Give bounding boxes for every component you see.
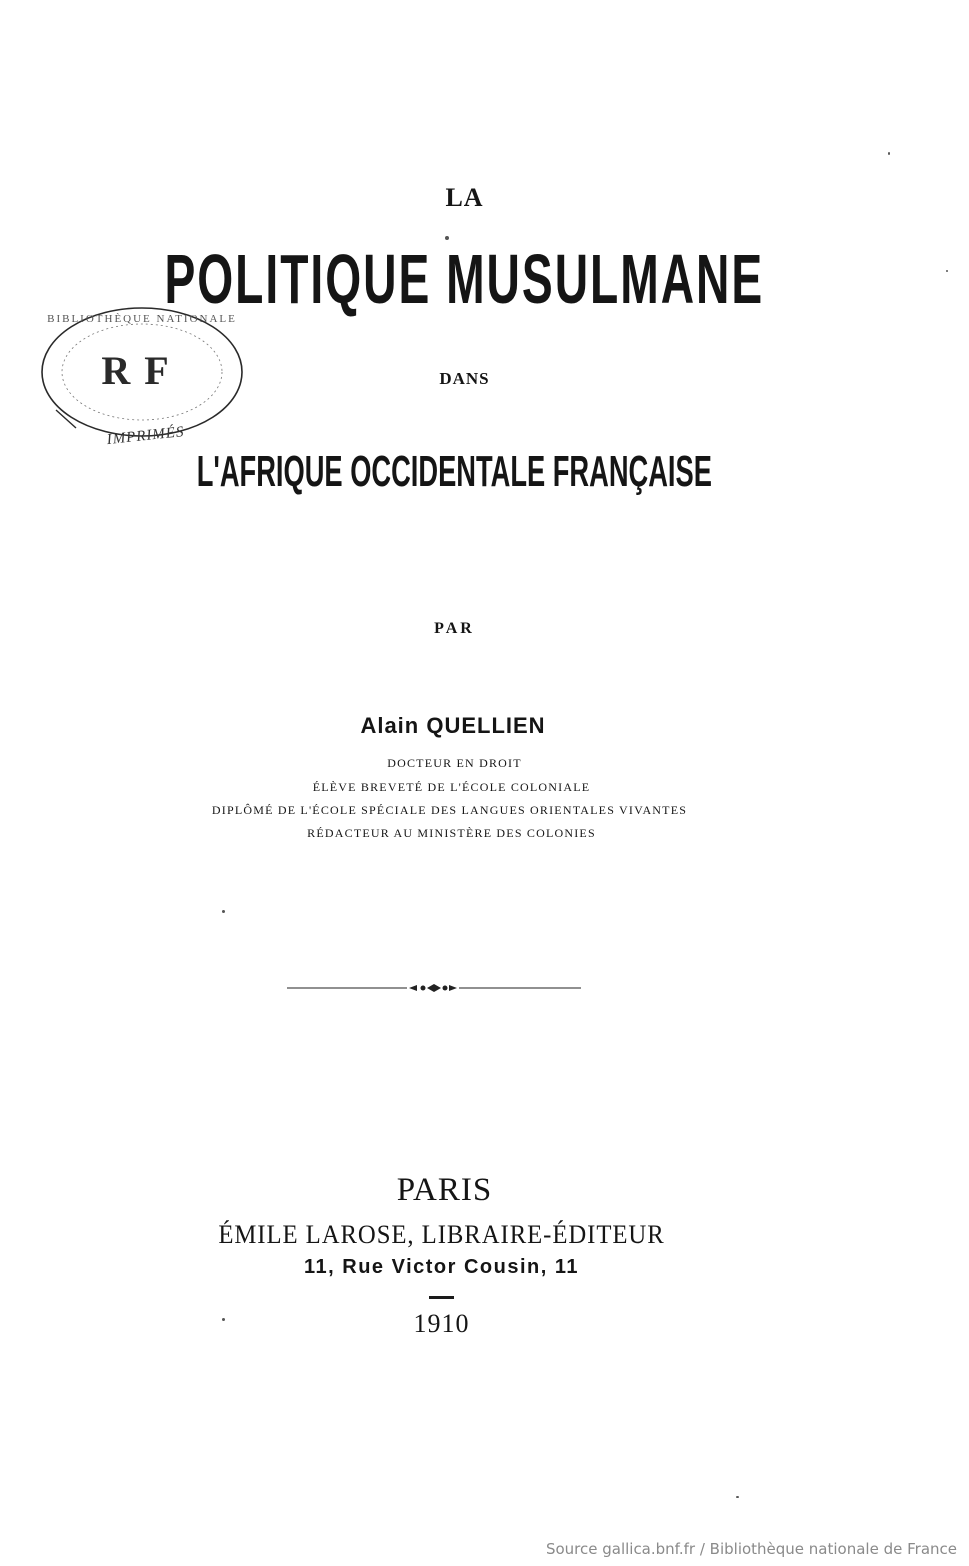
main-title: POLITIQUE MUSULMANE xyxy=(164,240,765,318)
imprint-year: 1910 xyxy=(413,1309,470,1338)
subtitle: L'AFRIQUE OCCIDENTALE FRANÇAISE xyxy=(196,447,712,496)
ornamental-rule xyxy=(287,980,581,996)
imprint-city: PARIS xyxy=(396,1172,493,1208)
source-credit: Source gallica.bnf.fr / Bibliothèque nationale de France xyxy=(545,1540,957,1558)
stamp-initials: RF xyxy=(101,348,183,393)
scan-speck xyxy=(736,1496,739,1498)
title-article: LA xyxy=(445,183,484,212)
scan-speck xyxy=(888,152,890,155)
stamp-lower-text: IMPRIMÉS xyxy=(105,423,186,449)
imprint-dash xyxy=(429,1296,454,1299)
author-credential: ÉLÈVE BREVETÉ DE L'ÉCOLE COLONIALE xyxy=(312,780,591,794)
scan-speck xyxy=(222,910,225,913)
author-credential: DIPLÔMÉ DE L'ÉCOLE SPÉCIALE DES LANGUES ORIENTALES VIVANTES xyxy=(211,803,688,817)
imprint-publisher: ÉMILE LAROSE, LIBRAIRE-ÉDITEUR xyxy=(218,1220,665,1249)
author-credential: RÉDACTEUR AU MINISTÈRE DES COLONIES xyxy=(307,826,596,840)
imprint-address: 11, Rue Victor Cousin, 11 xyxy=(304,1256,579,1278)
title-connector: DANS xyxy=(439,369,490,388)
author-credential: DOCTEUR EN DROIT xyxy=(387,756,522,770)
stamp-ring-text: BIBLIOTHÈQUE NATIONALE xyxy=(47,313,237,325)
by-label: PAR xyxy=(434,620,475,637)
scan-speck xyxy=(946,270,948,272)
author-name: Alain QUELLIEN xyxy=(360,713,546,738)
